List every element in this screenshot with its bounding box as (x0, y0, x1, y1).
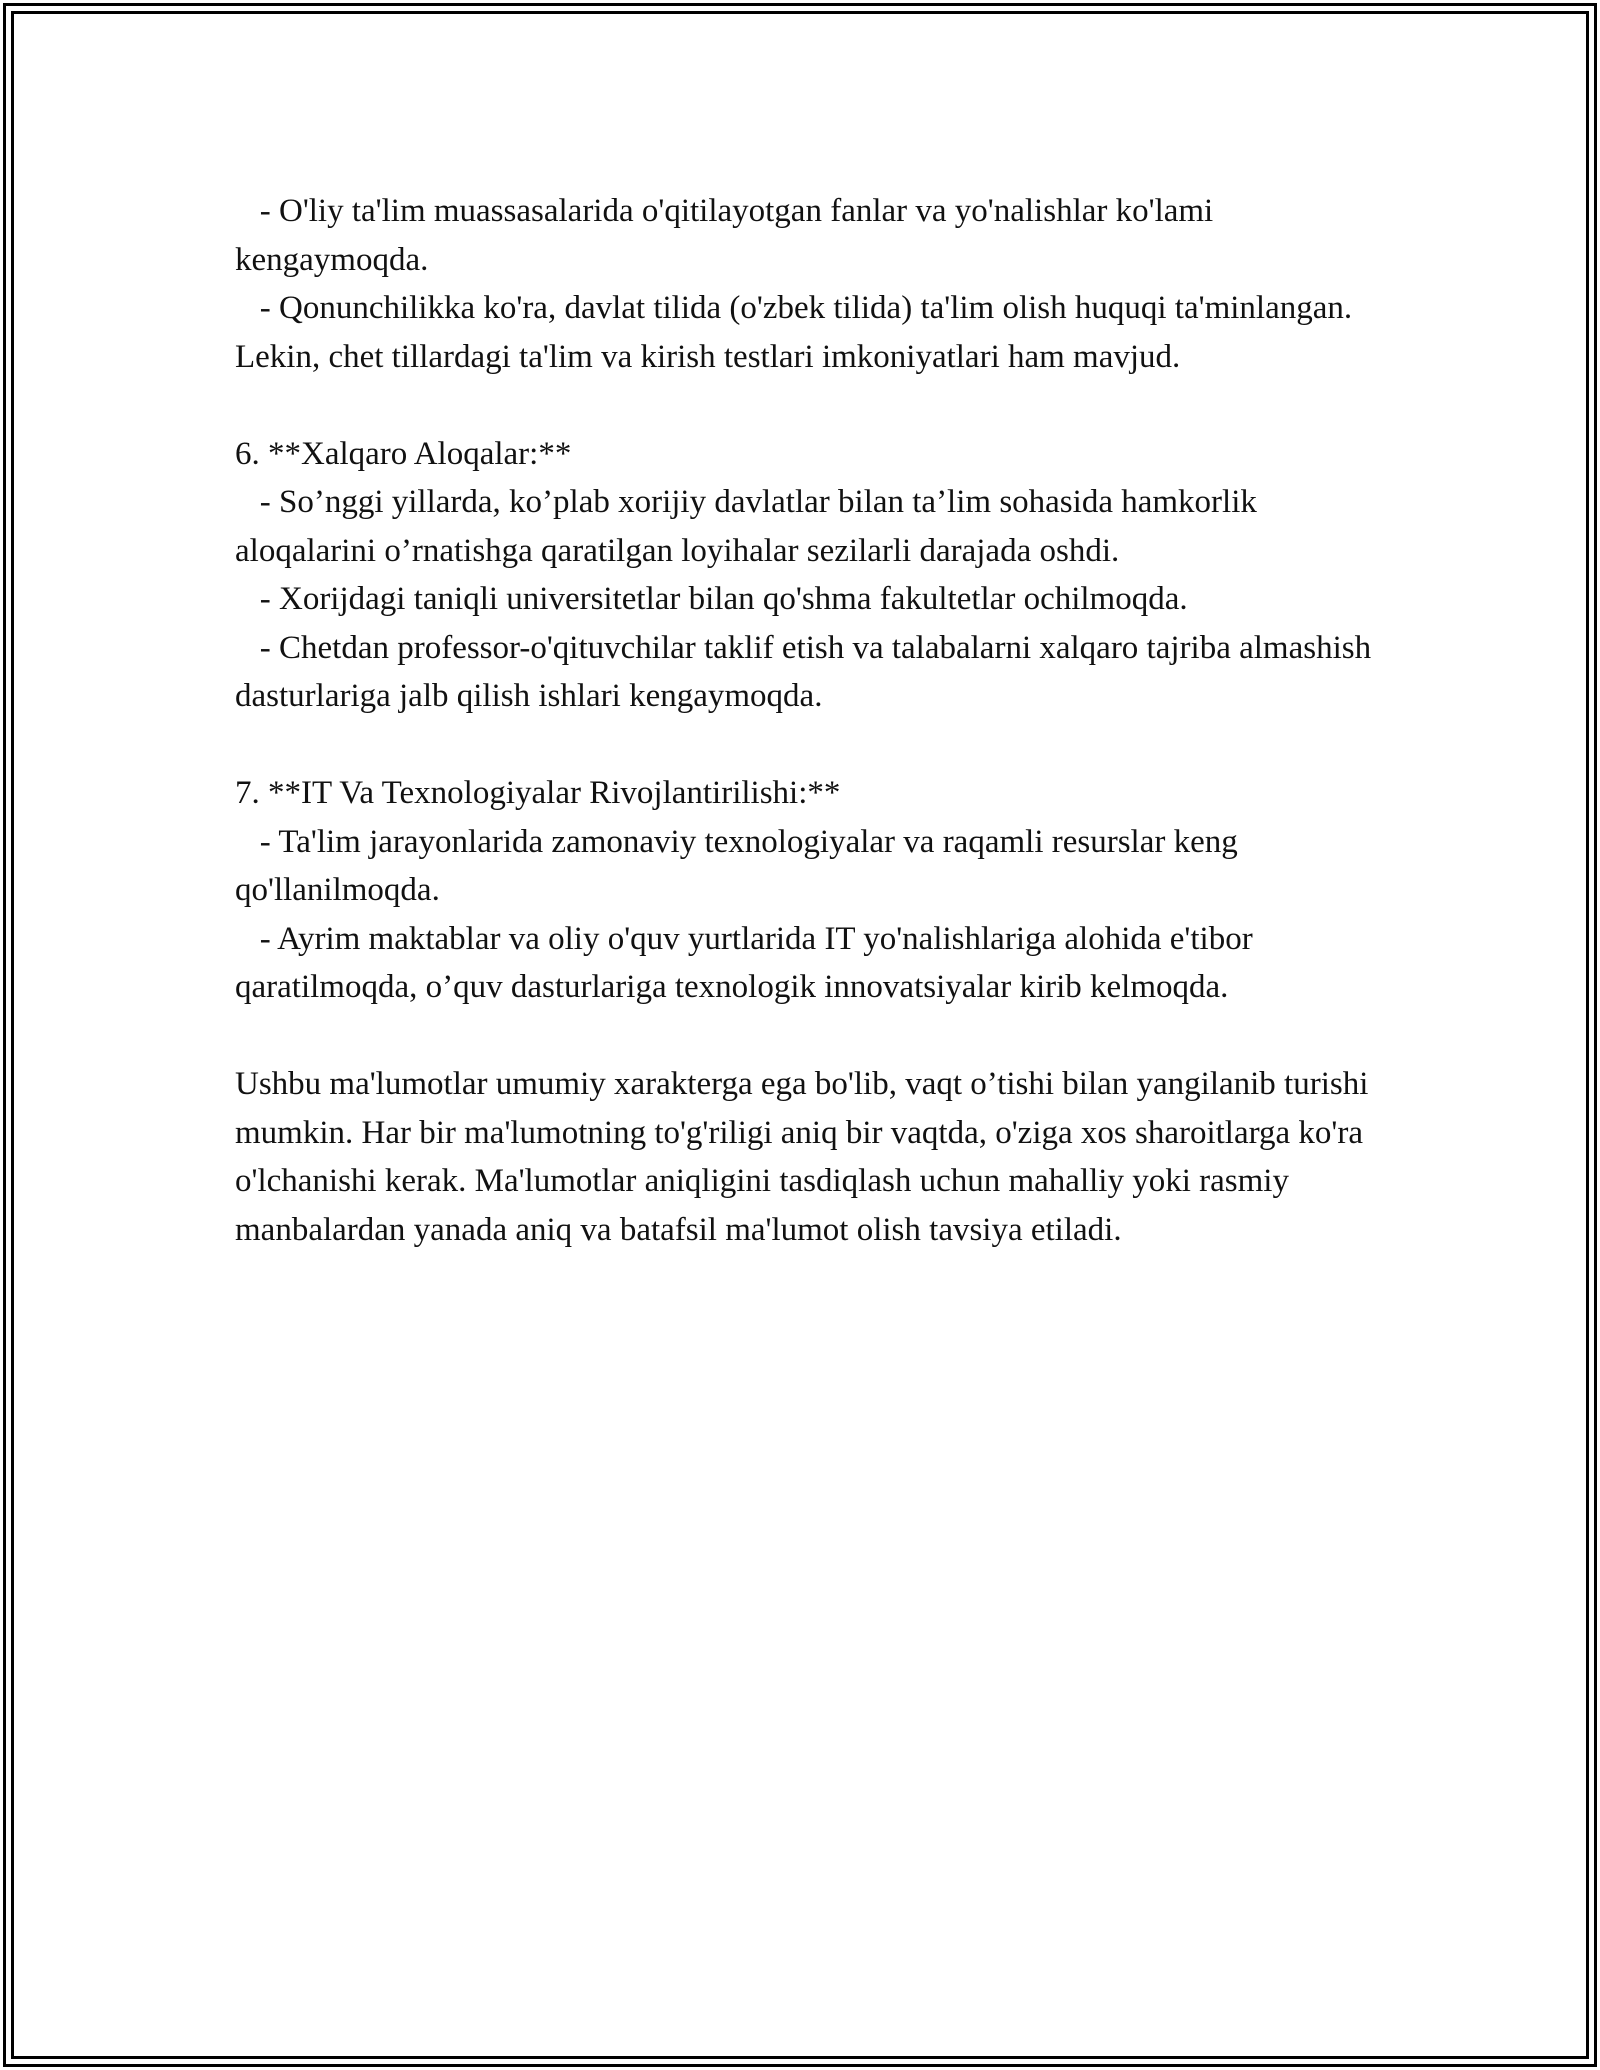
paragraph-spacer (235, 1012, 1375, 1061)
paragraph: - Chetdan professor-o'qituvchilar taklif etish va talabalarni xalqaro tajriba almashish dasturlariga jalb qilish ishlari kengaymoqda. (235, 629, 1380, 714)
section-heading: 7. **IT Va Texnologiyalar Rivojlantirilishi:** (235, 775, 841, 811)
section-heading: 6. **Xalqaro Aloqalar:** (235, 435, 572, 472)
paragraph: Ushbu ma'lumotlar umumiy xarakterga ega bo'lib, vaqt o’tishi bilan yangilanib turishi mumkin. Har bir ma'lumotning to'g'riligi aniq bir vaqtda, o'ziga xos sharoitlarga ko'ra o'lchanishi kerak. Ma'lumotlar aniqligini tasdiqlash uchun mahalliy yoki rasmiy manbalardan yanada aniq va batafsil ma'lumot olish tavsiya etiladi. (235, 1066, 1377, 1248)
paragraph: - Ta'lim jarayonlarida zamonaviy texnologiyalar va raqamli resurslar keng qo'llanilmoqda. (235, 823, 1246, 908)
paragraph: - Qonunchilikka ko'ra, davlat tilida (o'zbek tilida) ta'lim olish huquqi ta'minlangan. Lekin, chet tillardagi ta'lim va kirish testlari imkoniyatlari ham mavjud. (235, 290, 1361, 375)
document-body (235, 187, 1380, 1254)
paragraph: - So’nggi yillarda, ko’plab xorijiy davlatlar bilan ta’lim sohasida hamkorlik aloqalarini o’rnatishga qaratilgan loyihalar sezilarli darajada oshdi. (235, 484, 1266, 569)
paragraph: - Ayrim maktablar va oliy o'quv yurtlarida IT yo'nalishlariga alohida e'tibor qaratilmoqda, o’quv dasturlariga texnologik innovatsiyalar kirib kelmoqda. (235, 920, 1261, 1005)
paragraph-spacer (235, 721, 1375, 770)
paragraph: - Xorijdagi taniqli universitetlar bilan qo'shma fakultetlar ochilmoqda. (235, 581, 1188, 617)
paragraph: - O'liy ta'lim muassasalarida o'qitilayotgan fanlar va yo'nalishlar ko'lami kengaymoqda. (235, 193, 1222, 278)
paragraph-spacer (235, 381, 1375, 430)
